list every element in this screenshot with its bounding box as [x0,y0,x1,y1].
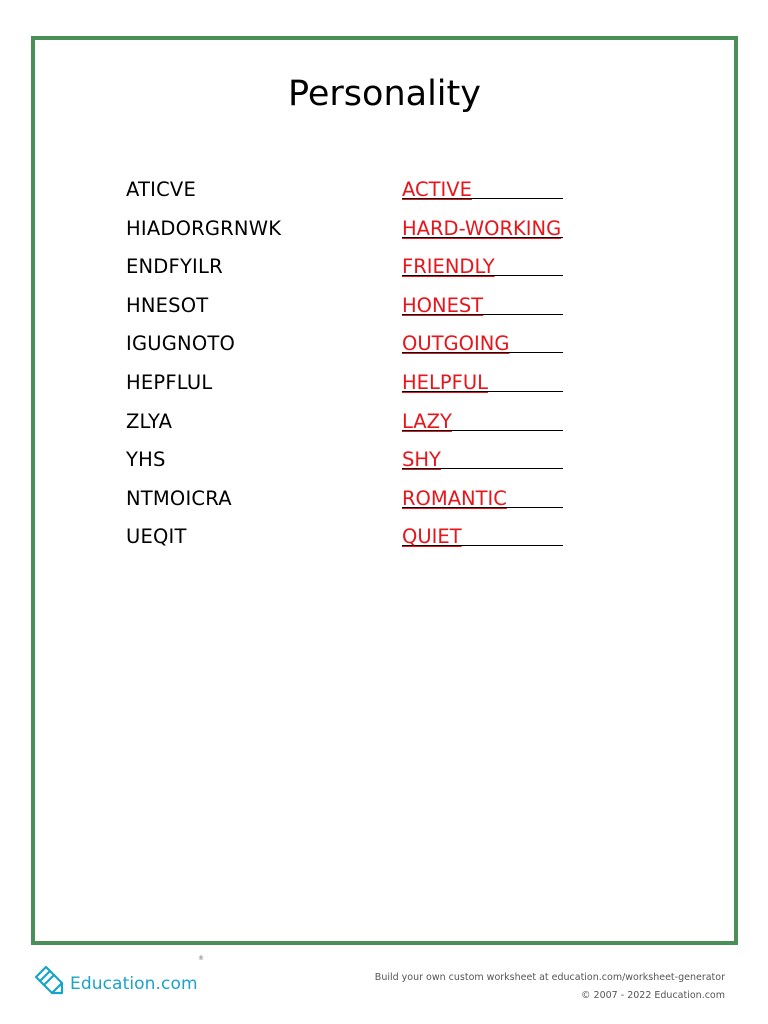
scrambled-word: IGUGNOTO [126,332,236,356]
answer-word: HELPFUL [402,370,488,394]
scrambled-word: YHS [126,448,166,472]
word-row [35,253,734,292]
scrambled-word: HNESOT [126,293,209,317]
education-logo[interactable] [32,962,198,998]
page-footer [0,950,768,1024]
answer-word: LAZY [402,409,452,433]
scrambled-word: HEPFLUL [126,370,213,394]
word-row [35,485,734,524]
scrambled-word: NTMOICRA [126,486,232,510]
word-row [35,330,734,369]
footer-credits [375,969,725,1005]
word-row [35,408,734,447]
worksheet-frame [31,36,738,945]
scrambled-word: ATICVE [126,178,196,201]
copyright-text: © 2007 - 2022 Education.com [581,990,725,1001]
answer-word: HARD-WORKING [402,216,562,240]
scrambled-word: ENDFYILR [126,255,223,279]
answer-word: OUTGOING [402,332,510,356]
word-row [35,523,734,562]
answer-word: ACTIVE [402,178,472,201]
registered-mark: ® [198,955,204,962]
answer-word: QUIET [402,525,462,549]
scrambled-word: UEQIT [126,525,187,549]
word-row [35,215,734,254]
answer-word: ROMANTIC [402,486,507,510]
word-row [35,292,734,331]
logo-wordmark: Education.com [70,974,198,994]
word-list [35,176,734,562]
answer-word: HONEST [402,293,484,317]
answer-word: FRIENDLY [402,255,495,279]
word-row [35,446,734,485]
pencil-logo-icon [32,963,66,997]
scrambled-word: ZLYA [126,409,173,433]
word-row [35,176,734,215]
worksheet-title: Personality [288,74,481,114]
scrambled-word: HIADORGRNWK [126,216,282,240]
answer-word: SHY [402,448,441,472]
build-worksheet-link[interactable]: Build your own custom worksheet at education.com/worksheet-generator [374,972,725,983]
word-row [35,369,734,408]
